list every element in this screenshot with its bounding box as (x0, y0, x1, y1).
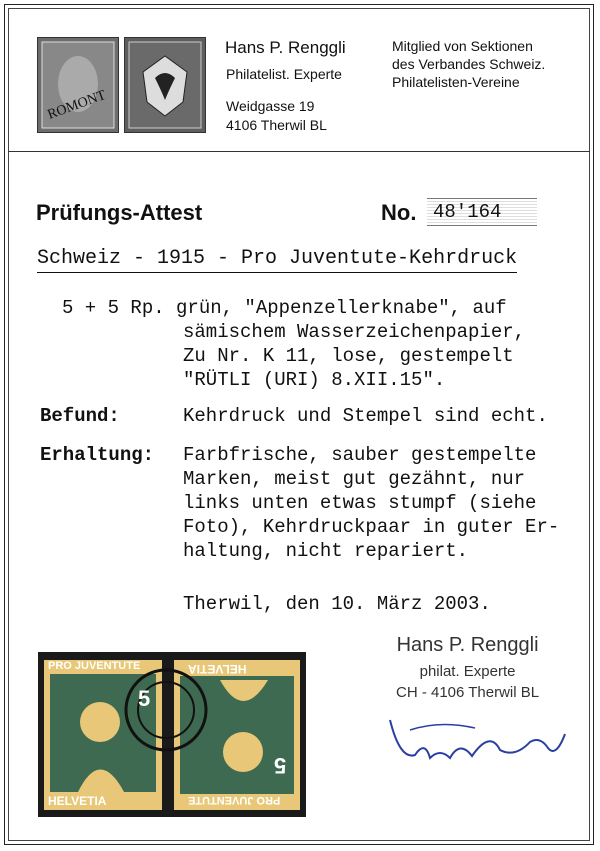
stamp-right-bottom-text: PRO JUVENTUTE (188, 794, 281, 806)
description-line: Zu Nr. K 11, lose, gestempelt (183, 345, 514, 367)
stamp-pair-image (38, 652, 306, 817)
header-stamp-image-left (37, 37, 119, 133)
erhaltung-line: links unten etwas stumpf (siehe (183, 492, 537, 514)
membership-line-1: Mitglied von Sektionen (392, 38, 533, 54)
header-divider (8, 151, 590, 152)
stamp-right-top-text: HELVETIA (188, 662, 247, 676)
certificate-title: Prüfungs-Attest (36, 200, 203, 225)
erhaltung-line: Farbfrische, sauber gestempelte (183, 444, 537, 466)
erhaltung-line: Marken, meist gut gezähnt, nur (183, 468, 526, 490)
befund-label: Befund: (40, 405, 120, 427)
befund-text: Kehrdruck und Stempel sind echt. (183, 405, 548, 427)
tete-beche-stamp-pair-photo (38, 652, 306, 817)
expert-street: Weidgasse 19 (226, 98, 315, 114)
place-date: Therwil, den 10. März 2003. (183, 593, 491, 615)
handwritten-signature (380, 700, 580, 780)
membership-line-3: Philatelisten-Vereine (392, 74, 520, 90)
expert-stamp (396, 634, 539, 701)
basel-dove-stamp-icon (125, 38, 205, 132)
certificate-number: 48'164 (427, 198, 537, 226)
description-line: 5 + 5 Rp. grün, "Appenzellerknabe", auf (62, 297, 507, 319)
erhaltung-line: Foto), Kehrdruckpaar in guter Er- (183, 516, 560, 538)
expert-name: Hans P. Renggli (225, 38, 346, 57)
certificate-subject: Schweiz - 1915 - Pro Juventute-Kehrdruck (37, 247, 517, 273)
description-line: sämischem Wasserzeichenpapier, (183, 321, 526, 343)
header-stamp-image-right (124, 37, 206, 133)
stamp-left-bottom-text: HELVETIA (48, 794, 107, 808)
erhaltung-line: haltung, nicht repariert. (183, 540, 469, 562)
erhaltung-label: Erhaltung: (40, 444, 155, 466)
membership-line-2: des Verbandes Schweiz. (392, 56, 546, 72)
svg-text:ROMONT: ROMONT (45, 87, 108, 123)
stamp-left-top-text: PRO JUVENTUTE (48, 660, 141, 672)
stamp-value-right: 5 (274, 753, 287, 778)
certificate-number-label: No. (381, 200, 417, 225)
strubel-stamp-icon (38, 38, 118, 132)
description-line: "RÜTLI (URI) 8.XII.15". (183, 369, 446, 391)
signature-title: philat. Experte (419, 663, 516, 680)
signature-name: Hans P. Renggli (396, 634, 539, 656)
stamp-value-left: 5 (138, 686, 151, 711)
expert-profession: Philatelist. Experte (226, 66, 342, 82)
expert-city: 4106 Therwil BL (226, 117, 327, 133)
signature-location: CH - 4106 Therwil BL (396, 684, 540, 701)
